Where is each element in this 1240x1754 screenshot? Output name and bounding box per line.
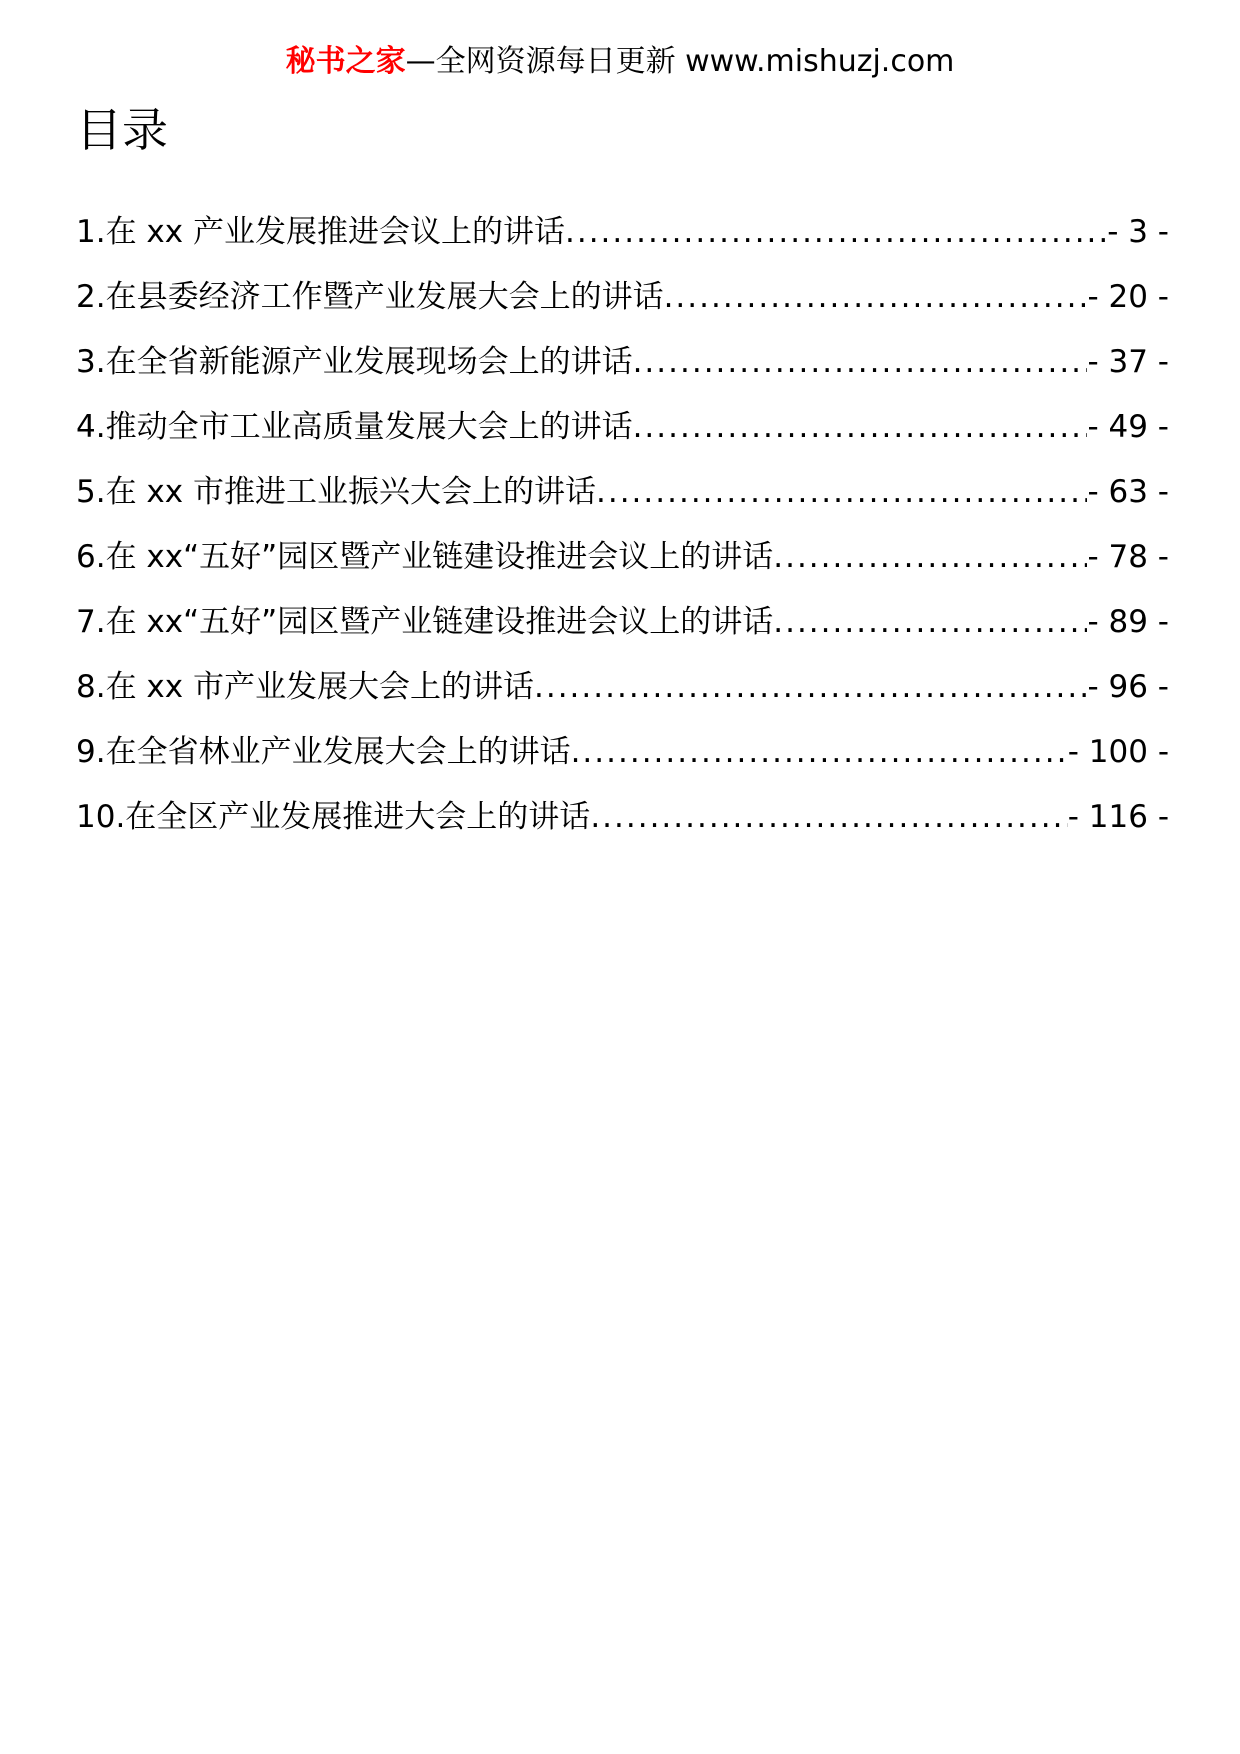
toc-entry-title: 8.在 xx 市产业发展大会上的讲话 bbox=[76, 669, 534, 705]
toc-entry[interactable] bbox=[76, 395, 1169, 460]
toc-entry[interactable] bbox=[76, 590, 1169, 655]
toc-entry-title: 3.在全省新能源产业发展现场会上的讲话 bbox=[76, 344, 633, 380]
toc-leader-dots bbox=[664, 265, 1088, 330]
toc-leader-dots bbox=[633, 330, 1088, 395]
toc-leader-dots bbox=[571, 720, 1068, 785]
toc-entry-page: - 3 - bbox=[1107, 214, 1169, 250]
toc-heading: 目录 bbox=[76, 103, 168, 157]
toc-entry[interactable] bbox=[76, 460, 1169, 525]
toc-leader-dots bbox=[565, 200, 1107, 265]
toc-entry-page: - 37 - bbox=[1087, 344, 1169, 380]
toc-entry-title: 6.在 xx“五好”园区暨产业链建设推进会议上的讲话 bbox=[76, 539, 774, 575]
toc-entry-title: 5.在 xx 市推进工业振兴大会上的讲话 bbox=[76, 474, 596, 510]
page-header bbox=[0, 42, 1240, 82]
toc-entry-title: 9.在全省林业产业发展大会上的讲话 bbox=[76, 734, 571, 770]
toc-entry-title: 7.在 xx“五好”园区暨产业链建设推进会议上的讲话 bbox=[76, 604, 774, 640]
toc-entry-page: - 20 - bbox=[1087, 279, 1169, 315]
toc-entry-page: - 96 - bbox=[1087, 669, 1169, 705]
toc-entry[interactable] bbox=[76, 265, 1169, 330]
toc-entry-title: 2.在县委经济工作暨产业发展大会上的讲话 bbox=[76, 279, 664, 315]
toc-entry-page: - 116 - bbox=[1067, 799, 1169, 835]
toc-entry[interactable] bbox=[76, 525, 1169, 590]
toc-entry-title: 4.推动全市工业高质量发展大会上的讲话 bbox=[76, 409, 633, 445]
toc-entry[interactable] bbox=[76, 785, 1169, 850]
table-of-contents bbox=[76, 200, 1169, 850]
toc-leader-dots bbox=[773, 525, 1087, 590]
toc-entry[interactable] bbox=[76, 200, 1169, 265]
toc-leader-dots bbox=[633, 395, 1088, 460]
toc-entry-page: - 100 - bbox=[1067, 734, 1169, 770]
toc-leader-dots bbox=[596, 460, 1087, 525]
toc-entry-page: - 78 - bbox=[1087, 539, 1169, 575]
toc-entry[interactable] bbox=[76, 720, 1169, 785]
toc-entry[interactable] bbox=[76, 330, 1169, 395]
toc-leader-dots bbox=[534, 655, 1087, 720]
toc-entry[interactable] bbox=[76, 655, 1169, 720]
toc-entry-page: - 49 - bbox=[1087, 409, 1169, 445]
toc-entry-page: - 63 - bbox=[1087, 474, 1169, 510]
toc-entry-page: - 89 - bbox=[1087, 604, 1169, 640]
toc-leader-dots bbox=[590, 785, 1067, 850]
toc-entry-title: 1.在 xx 产业发展推进会议上的讲话 bbox=[76, 214, 565, 250]
brand-name: 秘书之家 bbox=[285, 44, 406, 79]
header-tagline: —全网资源每日更新 www.mishuzj.com bbox=[405, 44, 955, 79]
toc-leader-dots bbox=[773, 590, 1087, 655]
toc-entry-title: 10.在全区产业发展推进大会上的讲话 bbox=[76, 799, 591, 835]
